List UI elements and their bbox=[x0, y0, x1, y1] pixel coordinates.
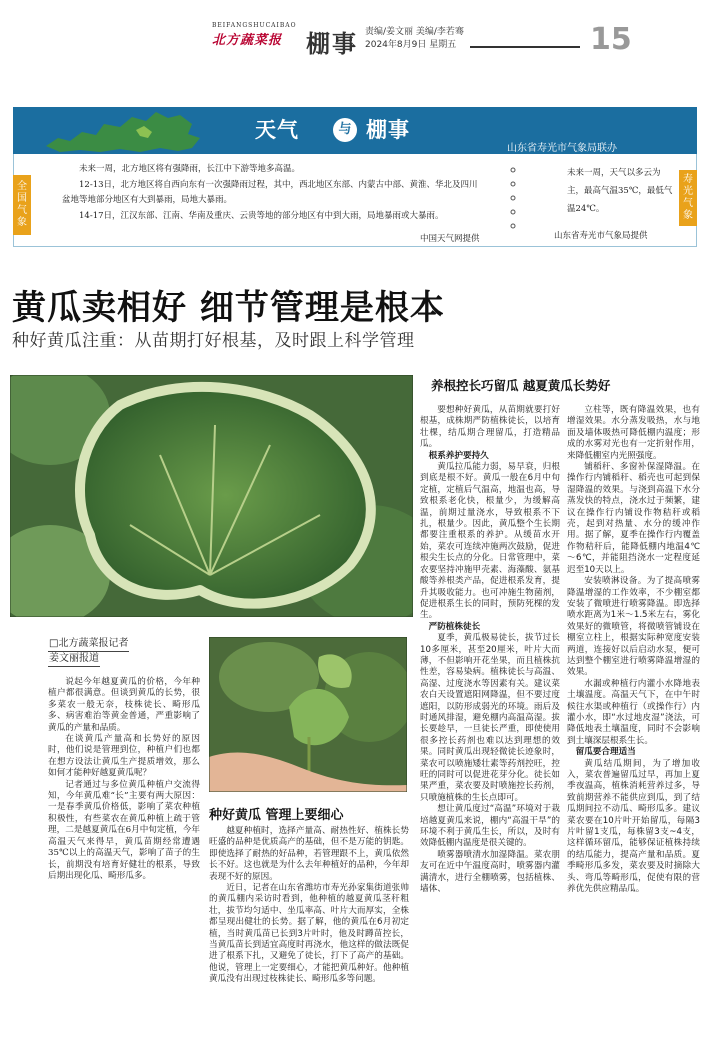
logo-text: 北方蔬菜报 bbox=[212, 33, 283, 48]
paragraph: 安装喷淋设备。为了提高喷雾降温增湿的工作效率，不少棚室都安装了微喷进行喷雾降温。即选择喷水距离为1米～1.5米左右，雾化效果好的微喷管，将微喷管铺设在棚室立柱上，根据实际种宽度安装两道，连接好以后启动水泵，便可达到整个棚室进行喷雾降温增湿的效果。 bbox=[567, 576, 700, 678]
masthead-rule bbox=[470, 46, 580, 48]
subheading: 严防植株徒长 bbox=[428, 621, 481, 632]
national-weather-line: 12-13日，北方地区将自西向东有一次强降雨过程，其中，西北地区东部、内蒙古中部、黄淮、华北及四川 bbox=[79, 179, 478, 190]
page-number: 15 bbox=[590, 22, 632, 57]
subheading: 根系养护要持久 bbox=[428, 450, 489, 461]
paragraph: 说起今年越夏黄瓜的价格，今年种植户都很满意。但谈到黄瓜的长势，很多菜农一般无奈，枝株徒长、畸形瓜多、病害难治等黄金普通，严重影响了黄瓜的产量和品质。 bbox=[48, 677, 200, 733]
cucumber-seedling-hand-photo bbox=[209, 637, 407, 792]
paragraph: 要想种好黄瓜，从苗期就要打好根基，成株期严防植株徒长，以培育壮棵，结瓜期合理留瓜，打造精品瓜。 bbox=[420, 405, 560, 450]
banner-title-weather: 天气 bbox=[255, 118, 299, 142]
banner-and-badge: 与 bbox=[333, 118, 357, 142]
byline bbox=[48, 637, 129, 667]
paragraph: 在谈黄瓜产量高和长势好的原因时，他们说是管理到位，种植户们也都在想方设法让黄瓜生产提质增效，那么如何才能种好越夏黄瓜呢？ bbox=[48, 734, 200, 779]
left-column-text bbox=[48, 677, 200, 882]
local-weather-text: 未来一周，天气以多云为主，最高气温35℃，最低气温24℃。 bbox=[567, 168, 673, 214]
banner-organizer: 山东省寿光市气象局联办 bbox=[507, 143, 617, 154]
paragraph: 夏季，黄瓜极易徒长，拔节过长10多厘米，甚至20厘米，叶片大而薄，不但影响开花坐果，而且植株抗性差，容易染病。植株徒长与高温、高湿、过度浇水等因素有关。建议菜农白天设置遮阳网降温，但不要过度遮阳，以防形成弱光的环境。雨后及时通风排湿，避免棚内高温高湿。拔长要趁早，一旦徒长严重，即使使用很多控长药剂也难以达到理想的效果。同时黄瓜出现轻微徒长迹象时，菜农可以喷施矮壮素等药剂控旺，控旺的同时可以促进花芽分化。徒长如果严重，菜农要及时喷施控长药剂，只喷施植株的生长点即可。 bbox=[420, 633, 560, 803]
section-title-careful-management: 种好黄瓜 管理上要细心 bbox=[209, 808, 344, 823]
logo-pinyin: BEIFANGSHUCAIBAO bbox=[212, 22, 297, 29]
paragraph: 记者通过与多位黄瓜种植户交流得知，今年黄瓜难“长”主要有两大原因：一是春季黄瓜价格低，影响了菜农种植积极性，有些菜农在黄瓜种植上疏于管理，二是越夏黄瓜在6月中旬定植，今年高温天气来得早，黄瓜苗期经常遭遇35℃以上的高温天气，影响了苗子的生长，前期没有培育好健壮的根系，导致后期出现化瓜、畸形瓜多。 bbox=[48, 779, 200, 881]
article-headline: 黄瓜卖相好 细节管理是根本 bbox=[12, 288, 445, 328]
newspaper-logo bbox=[212, 22, 297, 48]
paragraph: 近日，记者在山东省潍坊市寿光孙家集街道张帅的黄瓜棚内采访时看到，他种植的越夏黄瓜茎秆粗壮，拔节均匀适中、坐瓜率高、叶片大而厚实，全株都呈现出健壮的长势。据了解，他的黄瓜在6月初定植，当时黄瓜苗已长到3片叶时，他及时蹲苗控长，当黄瓜苗长到适宜高度时再浇水，他这样的做法既促进了根系下扎，又避免了徒长，打下了高产的基础。他说，管理上一定要细心，才能把黄瓜种好。他种植黄瓜没有出现过枝株徒长、畸形瓜多等问题。 bbox=[209, 883, 409, 985]
china-map-graphic bbox=[40, 108, 210, 153]
local-weather-tag: 寿光气象 bbox=[679, 170, 697, 226]
paragraph: 立柱等，既有降温效果，也有增湿效果。水分蒸发吸热，水与地面及墙体吸热可降低棚内温度；形成的水雾对光也有一定折射作用，来降低棚室内光照强度。 bbox=[567, 405, 700, 461]
masthead-info bbox=[365, 26, 464, 52]
national-weather-line: 未来一周，北方地区将有强降雨，长江中下游等地多高温。 bbox=[79, 164, 301, 174]
paragraph: 喷雾器喷清水加湿降温。菜农朋友可在近中午温度高时，喷雾器内灌满清水，进行全棚喷雾，包括植株、墙体、 bbox=[420, 849, 560, 895]
middle-column-text bbox=[209, 826, 409, 986]
paragraph: 黄瓜结瓜期间，为了增加收入，菜农普遍留瓜过早，再加上夏季夜温高，植株消耗营养过多，导致前期营养不能供应到瓜，到了结瓜期间拉不动瓜、畸形瓜多。建议菜农要在10片叶开始留瓜，每隔3片叶留1支瓜，每株留3支~4支，这样循环留瓜，能够保证植株持续的结瓜能力，提高产量和品质。夏季畸形瓜多发，菜农要及时摘除大头、弯瓜等畸形瓜，促使有限的营养优先供应精品瓜。 bbox=[567, 758, 700, 895]
national-weather-tag: 全国气象 bbox=[13, 175, 31, 235]
article-subhead: 种好黄瓜注重：从苗期打好根基，及时跟上科学管理 bbox=[12, 331, 415, 351]
national-weather-line: 盆地等地部分地区有大到暴雨，局地大暴雨。 bbox=[62, 195, 233, 205]
paragraph: 黄瓜拉瓜能力弱，易早衰，归根到底是根不好。黄瓜一般在6月中旬定植，定植后气温高，地温也高，导致根系老化快，根量少，为缓解高温，前期过量浇水，导致根系不下扎，根量少。因此，黄瓜整个生长期都要注重根系的养护。从缓苗水开始，菜农可连续冲施两次鼓励，促进根尖生长点的分化。日常管理中，菜农要坚持冲施甲壳素、海藻酸、氨基酸等养根类产品，促进根系发育，提升其吸收能力。也可冲施生物菌剂，促进根系生长的同时，预防死棵的发生。 bbox=[420, 462, 560, 621]
subheading: 留瓜要合理适当 bbox=[575, 747, 636, 758]
editor-line: 责编/姜文丽 美编/李若骞 bbox=[365, 27, 464, 37]
divider-dots bbox=[508, 164, 518, 234]
byline-author: 姜文丽报道 bbox=[48, 652, 100, 667]
right-column-2-text bbox=[567, 405, 700, 895]
section-title-root-care: 养根控长巧留瓜 越夏黄瓜长势好 bbox=[431, 378, 611, 393]
right-column-1-text bbox=[420, 405, 560, 895]
national-weather-text bbox=[62, 162, 494, 224]
banner-title-greenhouse: 棚事 bbox=[366, 118, 410, 142]
date-line: 2024年8月9日 星期五 bbox=[365, 40, 457, 50]
local-weather-source: 山东省寿光市气象局提供 bbox=[554, 231, 648, 241]
column-name: 棚事 bbox=[306, 30, 358, 58]
paragraph: 水漏或种植行内灌小水降地表土壤温度。高温天气下，在中午时候往水渠或种植行（或操作行）内灌小水，即“水过地皮湿”浇法，可降低地表土壤温度，同时不会影响到土壤深层根系生长。 bbox=[567, 678, 700, 746]
paragraph: 越夏种植时，选择产量高、耐热性好、植株长势旺盛的品种是优质高产的基础，但不是万能的钥匙。即使选择了耐热的好品种，若管理跟不上，黄瓜依然长不好。这也就是为什么去年种植好的品种，今年却表现不好的原因。 bbox=[209, 826, 409, 882]
national-weather-line: 14-17日，江汉东部、江南、华南及重庆、云贵等地的部分地区有中到大雨，局地暴雨或大暴雨。 bbox=[79, 210, 444, 221]
byline-reporter: □北方蔬菜报记者 bbox=[48, 637, 129, 652]
paragraph: 铺稻秆、多窗补保湿降温。在操作行内铺稻秆、稻壳也可起到保湿降温的效果。与浇到高温下水分蒸发快的特点，浇水过于频繁，建议在操作行内铺设作物秸秆或稻壳，起到对热量、水分的缓冲作用。据了解，夏季在操作行内覆盖作物秸秆后，能降低棚内地温4℃～6℃，并能阻挡浇水一定程度延迟至10天以上。 bbox=[567, 462, 700, 575]
national-weather-source: 中国天气网提供 bbox=[420, 234, 480, 244]
cucumber-leaf-photo bbox=[10, 375, 413, 617]
paragraph: 想让黄瓜度过“高温”环境对于栽培越夏黄瓜来说，棚内“高温干旱”的环境不利于黄瓜生长，所以，及时有效降低棚内温度是很关键的。 bbox=[420, 804, 560, 849]
